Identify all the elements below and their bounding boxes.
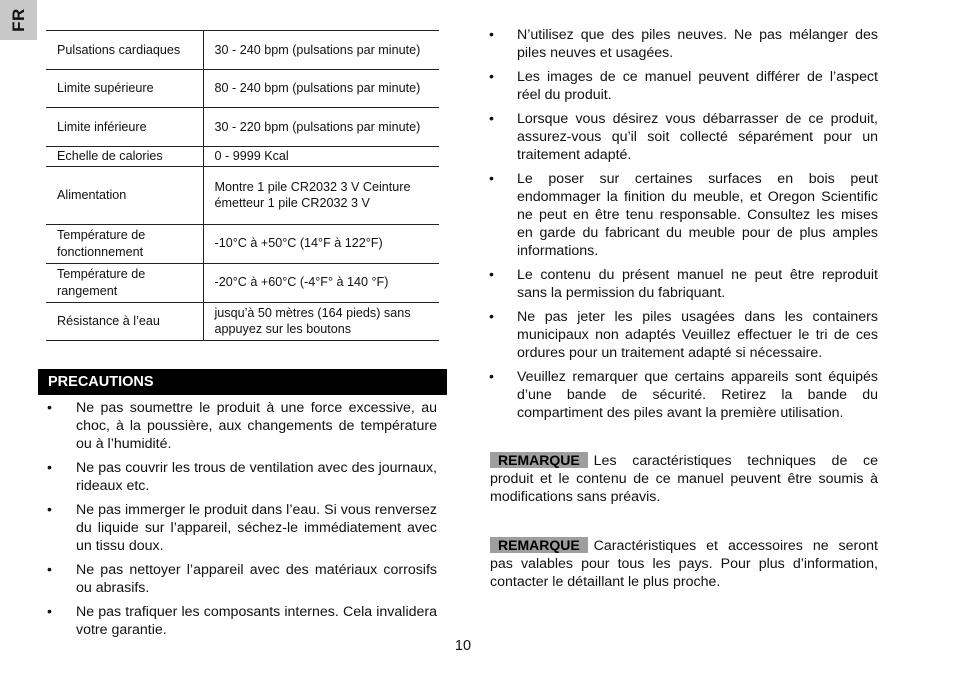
page-number: 10 (454, 638, 472, 654)
table-row (46, 108, 439, 147)
language-tab (0, 0, 37, 40)
spec-label: Limite supérieure (46, 70, 203, 108)
list-item (489, 68, 878, 104)
list-item (489, 26, 878, 62)
list-item (489, 110, 878, 164)
table-row (46, 147, 439, 167)
list-item (47, 399, 437, 453)
spec-value: 0 - 9999 Kcal (214, 149, 289, 163)
list-item-text: Lorsque vous désirez vous débarrasser de ce produit, assurez-vous qu’il soit collecté séparément pour un traitement adapté. (517, 111, 878, 163)
spec-label: Température de fonctionnement (46, 224, 203, 263)
list-item (47, 561, 437, 597)
list-item-text: Ne pas immerger le produit dans l’eau. Si vous renversez du liquide sur l’appareil, séchez-le immédiatement avec un tissu doux. (76, 502, 437, 554)
spec-label: Echelle de calories (46, 147, 203, 167)
note-tag: REMARQUE (490, 537, 588, 553)
list-item (489, 368, 878, 422)
list-item-text: Les images de ce manuel peuvent différer de l’aspect réel du produit. (517, 69, 878, 103)
table-row (46, 31, 439, 70)
spec-label: Limite inférieure (46, 108, 203, 147)
table-row (46, 263, 439, 302)
bullet-mark: • (47, 562, 52, 578)
bullet-mark: • (47, 502, 52, 518)
table-row (46, 224, 439, 263)
table-row (46, 166, 439, 224)
bullet-mark: • (489, 267, 494, 283)
spec-value: 30 - 220 bpm (pulsations par minute) (214, 119, 421, 134)
spec-value: jusqu’à 50 mètres (164 pieds) sans appuyez sur les boutons (214, 305, 411, 336)
note-text: Caractéristiques et accessoires ne seront pas valables pour tous les pays. Pour plus d’information, contacter le détaillant le plus proche. (490, 538, 878, 590)
spec-value: -10°C à +50°C (14°F à 122°F) (214, 236, 383, 251)
spec-value: Montre 1 pile CR2032 3 V Ceinture émetteur 1 pile CR2032 3 V (214, 179, 411, 210)
precautions-list (47, 399, 437, 645)
list-item-text: Veuillez remarquer que certains appareils sont équipés d’une bande de sécurité. Retirez la bande du compartiment des piles avant la première utilisation. (517, 369, 878, 421)
list-item (489, 170, 878, 260)
table-row (46, 70, 439, 108)
bullet-mark: • (489, 27, 494, 43)
precautions-list-continued (489, 26, 878, 428)
list-item (47, 459, 437, 495)
precautions-heading: PRECAUTIONS (38, 369, 447, 395)
bullet-mark: • (489, 111, 494, 127)
spec-label: Température de rangement (46, 263, 203, 302)
list-item-text: Ne pas jeter les piles usagées dans les containers municipaux non adaptés Veuillez effectuer le tri de ces ordures pour un traitement adapté si nécessaire. (517, 309, 878, 361)
spec-label: Pulsations cardiaques (46, 31, 203, 70)
list-item-text: Le contenu du présent manuel ne peut être reproduit sans la permission du fabriquant. (517, 267, 878, 301)
note-tag: REMARQUE (490, 452, 588, 468)
spec-value: -20°C à +60°C (-4°F° à 140 °F) (214, 275, 389, 290)
list-item-text: Ne pas nettoyer l’appareil avec des matériaux corrosifs ou abrasifs. (76, 562, 437, 596)
bullet-mark: • (47, 460, 52, 476)
note-specs (490, 452, 878, 506)
bullet-mark: • (489, 69, 494, 85)
list-item-text: Ne pas soumettre le produit à une force excessive, au choc, à la poussière, aux changements de température ou à l’humidité. (76, 400, 437, 452)
list-item (489, 308, 878, 362)
note-text: Les caractéristiques techniques de ce produit et le contenu de ce manuel peuvent être soumis à modifications sans préavis. (490, 453, 878, 505)
list-item-text: Ne pas trafiquer les composants internes. Cela invalidera votre garantie. (76, 604, 437, 638)
table-row (46, 302, 439, 340)
note-availability (490, 537, 878, 591)
list-item (47, 501, 437, 555)
list-item-text: N’utilisez que des piles neuves. Ne pas mélanger des piles neuves et usagées. (517, 27, 878, 61)
bullet-mark: • (47, 400, 52, 416)
list-item (489, 266, 878, 302)
spec-label: Alimentation (46, 166, 203, 224)
spec-label: Résistance à l’eau (46, 302, 203, 340)
bullet-mark: • (489, 309, 494, 325)
list-item-text: Ne pas couvrir les trous de ventilation avec des journaux, rideaux etc. (76, 460, 437, 494)
specifications-table (46, 30, 439, 341)
bullet-mark: • (489, 171, 494, 187)
language-label: FR (8, 8, 28, 32)
list-item (47, 603, 437, 639)
bullet-mark: • (489, 369, 494, 385)
list-item-text: Le poser sur certaines surfaces en bois peut endommager la finition du meuble, et Oregon Scientific ne peut en être tenu responsable. Consultez les mises en garde du fabricant du meuble pour de plus amples informations. (517, 171, 878, 259)
bullet-mark: • (47, 604, 52, 620)
spec-value: 30 - 240 bpm (pulsations par minute) (214, 42, 421, 57)
spec-value: 80 - 240 bpm (pulsations par minute) (214, 81, 421, 96)
